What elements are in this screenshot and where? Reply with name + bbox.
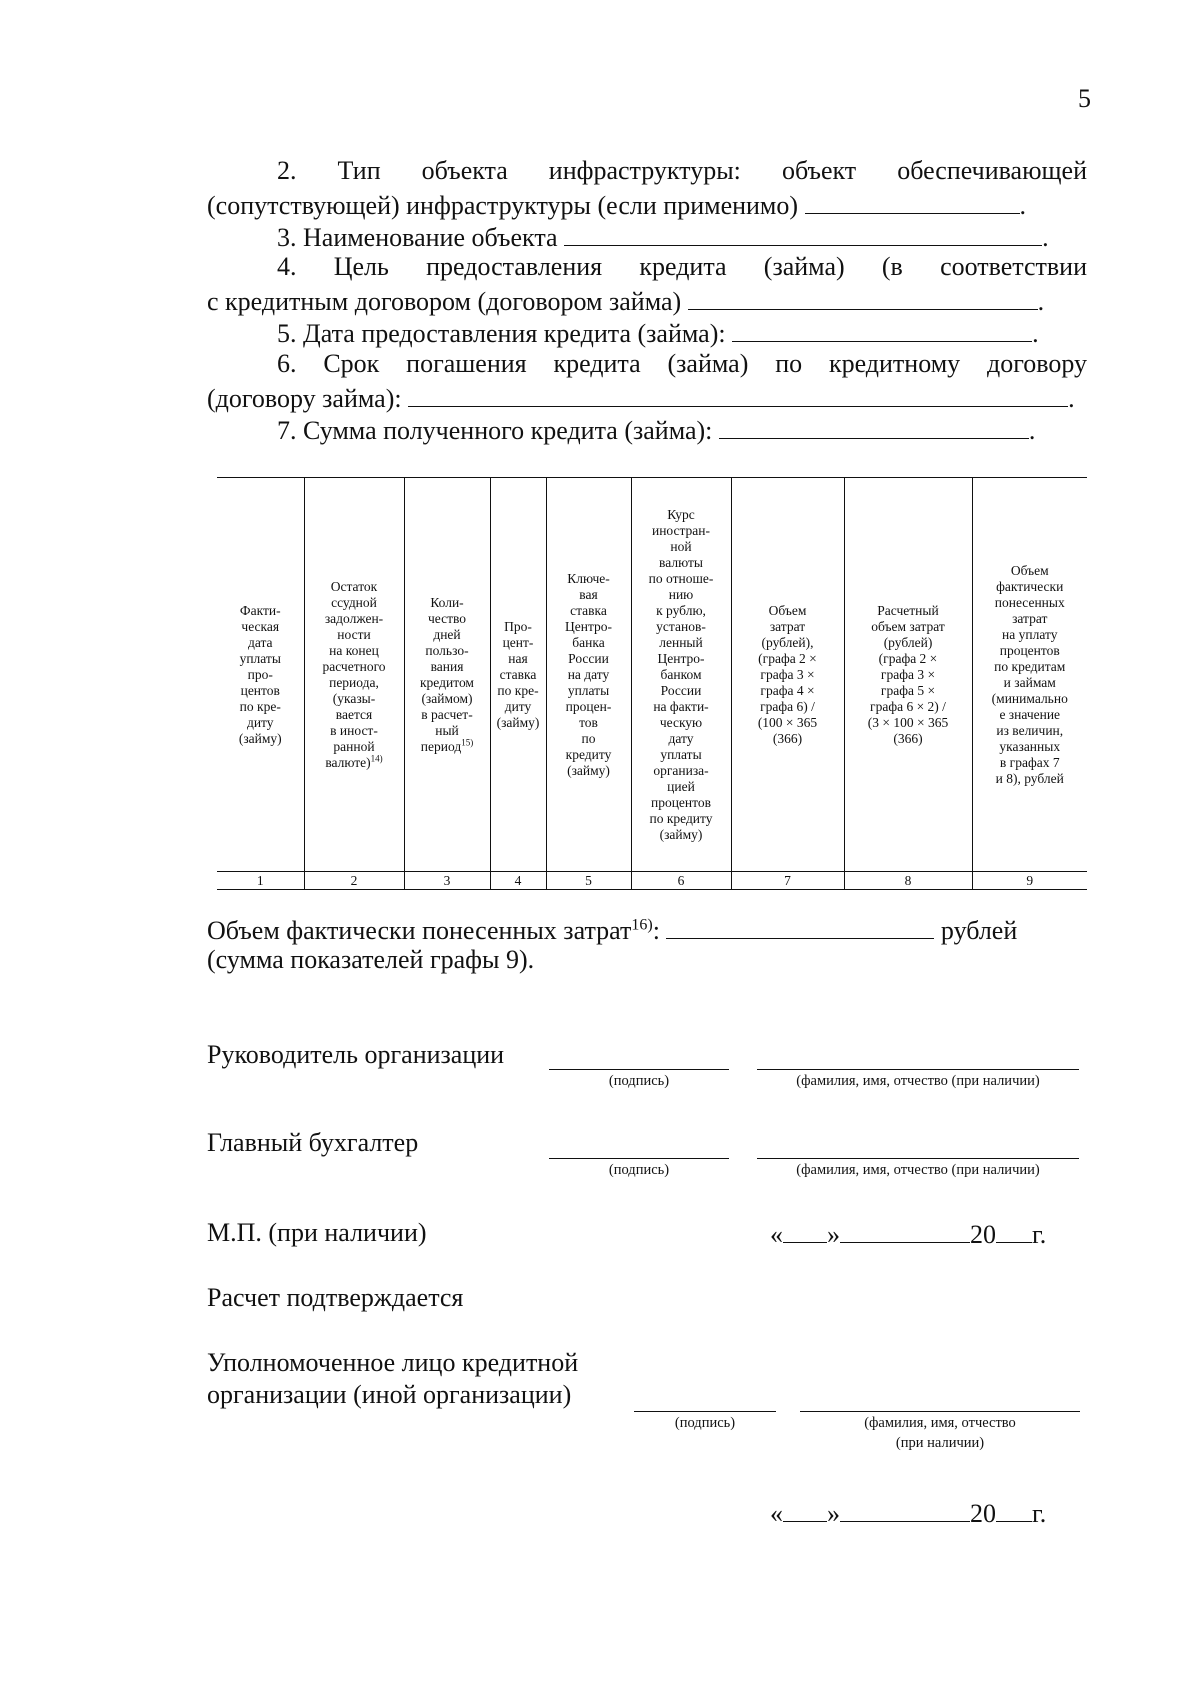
item-6-blank[interactable] <box>408 380 1068 407</box>
col-number-6: 6 <box>631 872 731 890</box>
summary-footnote: 16) <box>631 916 653 934</box>
summary-note: (сумма показателей графы 9). <box>207 945 535 974</box>
item-6-line-2: (договору займа): . <box>207 380 1087 415</box>
item-2-blank[interactable] <box>805 187 1020 214</box>
item-5-blank[interactable] <box>732 315 1032 342</box>
date-2-year[interactable] <box>996 1497 1032 1522</box>
authorized-name-line[interactable] <box>800 1411 1080 1412</box>
head-signature-line[interactable] <box>549 1069 729 1070</box>
page-number: 5 <box>1078 84 1091 113</box>
col-number-9: 9 <box>972 872 1087 890</box>
table-column-number-row <box>217 872 1087 890</box>
date-2: « » 20 г. <box>770 1499 1047 1528</box>
header-col-4: Про- цент- ная ставка по кре- диту (займу) <box>490 478 546 872</box>
authorized-signature-caption: (подпись) <box>674 1415 736 1431</box>
accountant-name-line[interactable] <box>757 1158 1079 1159</box>
head-name-caption: (фамилия, имя, отчество (при наличии) <box>796 1073 1040 1089</box>
item-4-blank[interactable] <box>688 283 1038 310</box>
authorized-signature-line[interactable] <box>634 1411 776 1412</box>
accountant-name-caption: (фамилия, имя, отчество (при наличии) <box>796 1162 1040 1178</box>
item-3-blank[interactable] <box>564 219 1042 246</box>
accountant-label: Главный бухгалтер <box>207 1128 419 1157</box>
header-col-7: Объем затрат (рублей), (графа 2 × графа 3 × графа 4 × графа 6) / (100 × 365 (366) <box>731 478 844 872</box>
head-label: Руководитель организации <box>207 1040 505 1069</box>
date-1-year[interactable] <box>996 1218 1032 1243</box>
authorized-name-caption-line-1: (фамилия, имя, отчество <box>864 1415 1016 1431</box>
date-2-month[interactable] <box>840 1497 970 1522</box>
head-name-line[interactable] <box>757 1069 1079 1070</box>
summary-line: Объем фактически понесенных затрат$^{16)}$: рублей <box>207 912 1087 947</box>
authorized-label-line-2: организации (иной организации) <box>207 1380 572 1409</box>
header-col-3: Коли- чество дней пользо- вания кредитом (займом) в расчет- ный период$^{15)}$ <box>404 478 490 872</box>
authorized-name-caption-line-2: (при наличии) <box>895 1435 985 1451</box>
col-number-5: 5 <box>546 872 631 890</box>
date-1-month[interactable] <box>840 1218 970 1243</box>
header-col-6: Курс иностран- ной валюты по отноше- нию к рублю, установ- ленный Центро- банком России на факти- ческую дату уплаты организа- цией процентов по кредиту (займу) <box>631 478 731 872</box>
authorized-label-line-1: Уполномоченное лицо кредитной <box>207 1348 579 1377</box>
item-5: 5. Дата предоставления кредита (займа): . <box>207 315 1087 350</box>
col-number-8: 8 <box>844 872 972 890</box>
header-col-1: Факти- ческая дата уплаты про- центов по кре- диту (займу) <box>217 478 304 872</box>
item-2-line-2: (сопутствующей) инфраструктуры (если применимо) . <box>207 187 1087 222</box>
col-number-2: 2 <box>304 872 404 890</box>
col-number-4: 4 <box>490 872 546 890</box>
header-col-2: Остаток ссудной задолжен- ности на конец расчетного периода, (указы- вается в иност- ранной валюте)$^{14)}$ <box>304 478 404 872</box>
header-col-9: Объем фактически понесенных затрат на уплату процентов по кредитам и займам (минимально е значение из величин, указанных в графах 7 и 8), рублей <box>972 478 1087 872</box>
item-7-blank[interactable] <box>719 412 1029 439</box>
summary-blank[interactable] <box>666 912 934 939</box>
summary-label: Объем фактически понесенных затрат <box>207 916 632 945</box>
item-4-line-1: 4. Цель предоставления кредита (займа) (в соответствии <box>277 252 1087 281</box>
item-4-line-2: с кредитным договором (договором займа) . <box>207 283 1087 318</box>
col-number-3: 3 <box>404 872 490 890</box>
item-2-line-1: 2. Тип объекта инфраструктуры: объект обеспечивающей <box>277 156 1087 185</box>
col-number-7: 7 <box>731 872 844 890</box>
stamp-label: М.П. (при наличии) <box>207 1218 427 1247</box>
date-2-day[interactable] <box>783 1497 827 1522</box>
header-col-8: Расчетный объем затрат (рублей) (графа 2 × графа 3 × графа 5 × графа 6 × 2) / (3 × 100 × 365 (366) <box>844 478 972 872</box>
item-6-line-1: 6. Срок погашения кредита (займа) по кредитному договору <box>277 349 1087 378</box>
table-header-row <box>217 478 1087 872</box>
accountant-signature-caption: (подпись) <box>608 1162 670 1178</box>
accountant-signature-line[interactable] <box>549 1158 729 1159</box>
header-col-5: Ключе- вая ставка Центро- банка России на дату уплаты процен- тов по кредиту (займу) <box>546 478 631 872</box>
calculation-table <box>217 477 1087 890</box>
date-1-day[interactable] <box>783 1218 827 1243</box>
confirmed-label: Расчет подтверждается <box>207 1283 464 1312</box>
item-3: 3. Наименование объекта . <box>207 219 1087 254</box>
head-signature-caption: (подпись) <box>608 1073 670 1089</box>
item-7: 7. Сумма полученного кредита (займа): . <box>207 412 1087 447</box>
date-1: « » 20 г. <box>770 1220 1047 1249</box>
summary-unit: рублей <box>940 916 1018 945</box>
col-number-1: 1 <box>217 872 304 890</box>
